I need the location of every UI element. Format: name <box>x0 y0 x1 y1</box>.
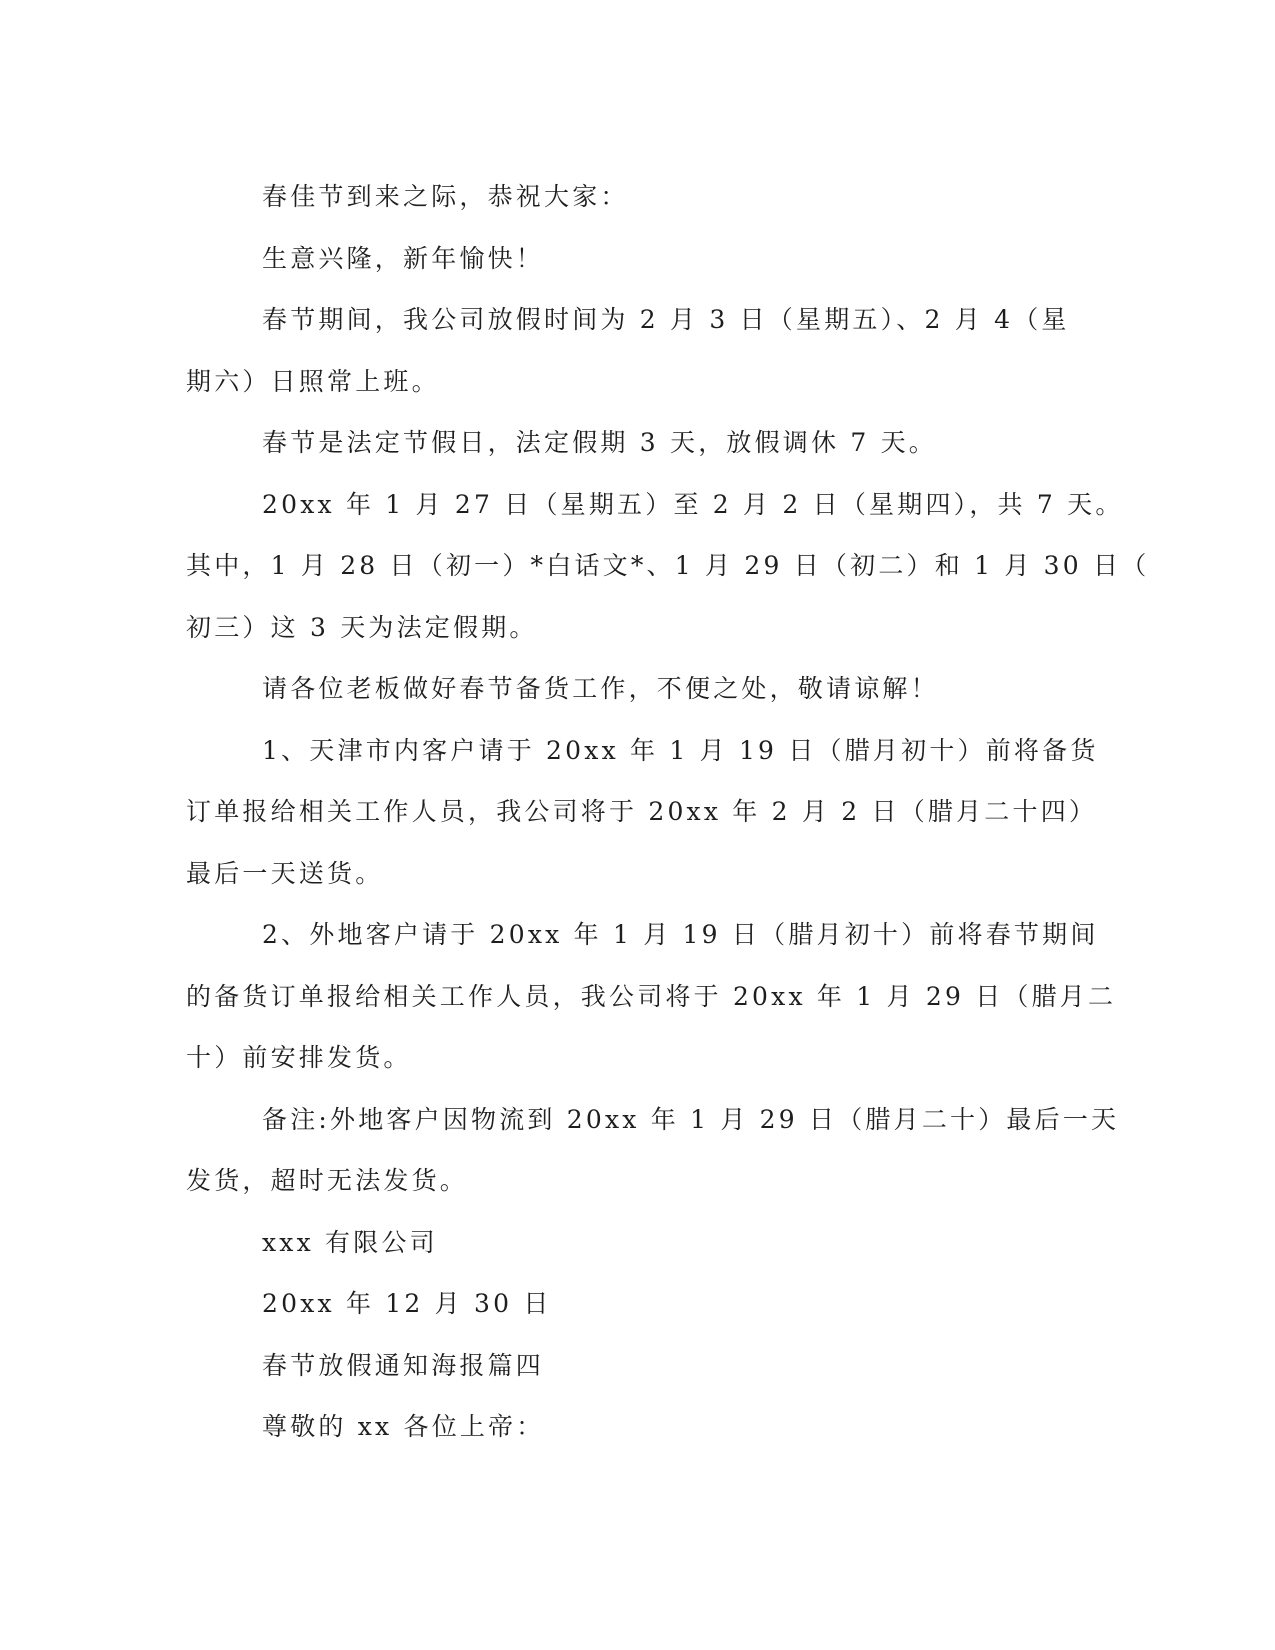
paragraph-holiday-time <box>186 289 1086 412</box>
text-line: 20xx 年 12 月 30 日 <box>262 1289 552 1318</box>
salutation <box>186 1396 1086 1458</box>
text-line: 初三）这 3 天为法定假期。 <box>186 612 538 642</box>
text-line: 春佳节到来之际，恭祝大家： <box>262 182 629 211</box>
text-line: 发货，超时无法发货。 <box>186 1166 469 1195</box>
signature-date <box>186 1273 1086 1335</box>
paragraph-stock-request <box>186 658 1086 720</box>
paragraph-wishes <box>186 228 1086 290</box>
paragraph-note <box>186 1089 1120 1212</box>
text-line: 的备货订单报给相关工作人员，我公司将于 20xx 年 1 月 29 日（腊月二 <box>186 981 1117 1011</box>
paragraph-item-2 <box>186 904 1117 1089</box>
paragraph-greeting <box>186 166 1086 228</box>
text-line: 期六）日照常上班。 <box>186 366 440 396</box>
text-line: 十）前安排发货。 <box>186 1043 412 1072</box>
text-line: xxx 有限公司 <box>262 1227 438 1257</box>
text-line: 请各位老板做好春节备货工作，不便之处，敬请谅解！ <box>262 674 939 703</box>
text-line: 春节放假通知海报篇四 <box>262 1350 545 1380</box>
document-body <box>186 166 1150 1458</box>
text-line: 最后一天送货。 <box>186 858 384 888</box>
text-line: 春节是法定节假日，法定假期 3 天，放假调休 7 天。 <box>262 428 938 457</box>
signature-company <box>186 1212 1086 1274</box>
paragraph-item-1 <box>186 720 1099 905</box>
paragraph-legal-holiday <box>186 412 1086 474</box>
text-line: 春节期间，我公司放假时间为 2 月 3 日（星期五）、2 月 4（星 <box>262 305 1070 334</box>
text-line: 订单报给相关工作人员，我公司将于 20xx 年 2 月 2 日（腊月二十四） <box>186 797 1098 826</box>
text-line: 其中，1 月 28 日（初一）*白话文*、1 月 29 日（初二）和 1 月 30 日（ <box>186 551 1150 580</box>
paragraph-date-range <box>186 474 1150 659</box>
text-line: 2、外地客户请于 20xx 年 1 月 19 日（腊月初十）前将春节期间 <box>262 920 1099 949</box>
section-heading <box>186 1335 1086 1397</box>
text-line: 尊敬的 xx 各位上帝： <box>262 1412 545 1441</box>
text-line: 生意兴隆，新年愉快！ <box>262 243 545 273</box>
text-line: 1、天津市内客户请于 20xx 年 1 月 19 日（腊月初十）前将备货 <box>262 735 1099 765</box>
text-line: 备注:外地客户因物流到 20xx 年 1 月 29 日（腊月二十）最后一天 <box>262 1104 1120 1134</box>
text-line: 20xx 年 1 月 27 日（星期五）至 2 月 2 日（星期四），共 7 天。 <box>262 489 1124 519</box>
